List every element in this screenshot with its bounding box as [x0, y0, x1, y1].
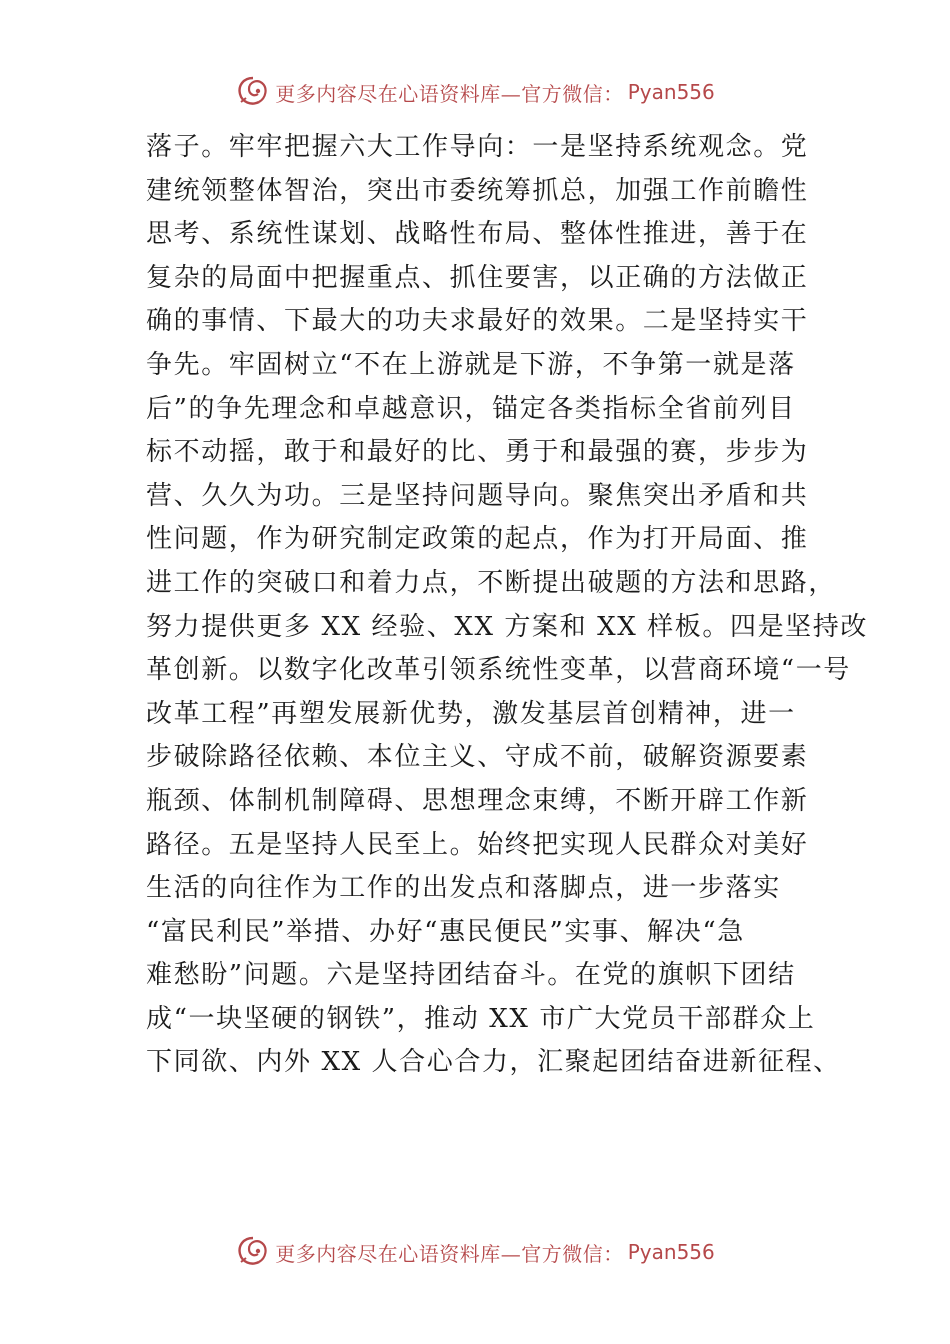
- watermark-text: 更多内容尽在心语资料库—官方微信：: [275, 1241, 624, 1266]
- text-line: 思考、系统性谋划、战略性布局、整体性推进，善于在: [146, 219, 809, 250]
- watermark-group: [235, 1234, 715, 1270]
- watermark-wechat-id: Pyan556: [627, 80, 715, 104]
- document-body: [146, 126, 868, 1085]
- header-watermark: [0, 72, 950, 112]
- text-line: 落子。牢牢把握六大工作导向：一是坚持系统观念。党: [146, 132, 809, 162]
- text-line: 性问题，作为研究制定政策的起点，作为打开局面、推: [146, 524, 809, 555]
- text-line: 确的事情、下最大的功夫求最好的效果。二是坚持实干: [146, 306, 809, 337]
- text-line: 建统领整体智治，突出市委统筹抓总，加强工作前瞻性: [146, 175, 809, 206]
- text-line: “富民利民”举措、办好“惠民便民”实事、解决“急: [146, 916, 745, 947]
- watermark-group: [235, 74, 715, 110]
- text-line: 争先。牢固树立“不在上游就是下游，不争第一就是落: [146, 349, 796, 380]
- watermark-wechat-id: Pyan556: [627, 1240, 715, 1264]
- swirl-logo-icon: [235, 74, 271, 110]
- text-line: 营、久久为功。三是坚持问题导向。聚焦突出矛盾和共: [146, 480, 809, 511]
- text-line: 标不动摇，敢于和最好的比、勇于和最强的赛，步步为: [146, 437, 809, 468]
- text-line: 瓶颈、体制机制障碍、思想理念束缚，不断开辟工作新: [146, 785, 809, 816]
- text-line: 路径。五是坚持人民至上。始终把实现人民群众对美好: [146, 829, 809, 860]
- text-line: 进工作的突破口和着力点，不断提出破题的方法和思路，: [146, 567, 837, 598]
- text-line: 革创新。以数字化改革引领系统性变革，以营商环境“一号: [146, 655, 851, 686]
- swirl-logo-icon: [235, 1234, 271, 1270]
- text-line: 后”的争先理念和卓越意识，锚定各类指标全省前列目: [146, 393, 796, 424]
- text-line: 步破除路径依赖、本位主义、守成不前，破解资源要素: [146, 742, 809, 773]
- text-line: 难愁盼”问题。六是坚持团结奋斗。在党的旗帜下团结: [146, 960, 796, 991]
- watermark-text: 更多内容尽在心语资料库—官方微信：: [275, 81, 624, 106]
- text-line: 下同欲、内外 XX 人合心合力，汇聚起团结奋进新征程、: [146, 1047, 841, 1078]
- footer-watermark: [0, 1232, 950, 1272]
- text-line: 复杂的局面中把握重点、抓住要害，以正确的方法做正: [146, 262, 809, 293]
- text-line: 生活的向往作为工作的出发点和落脚点，进一步落实: [146, 873, 781, 904]
- text-line: 成“一块坚硬的钢铁”，推动 XX 市广大党员干部群众上: [146, 1003, 816, 1034]
- text-line: 努力提供更多 XX 经验、XX 方案和 XX 样板。四是坚持改: [146, 611, 868, 642]
- text-line: 改革工程”再塑发展新优势，激发基层首创精神，进一: [146, 698, 796, 729]
